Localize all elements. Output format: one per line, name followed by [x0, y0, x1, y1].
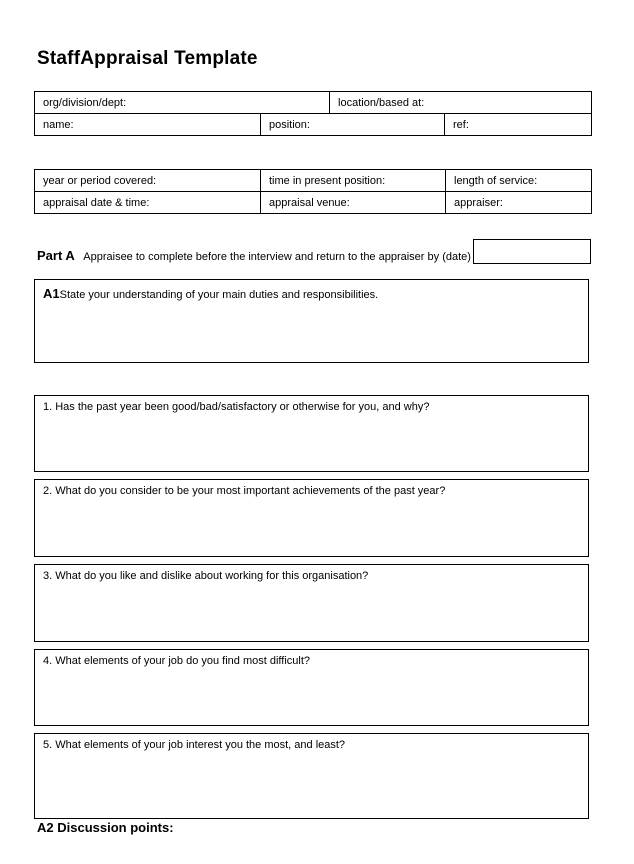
details-table-period	[34, 169, 592, 214]
question-2-text: 2. What do you consider to be your most important achievements of the past year?	[43, 485, 446, 497]
position-field[interactable]: position:	[261, 114, 445, 136]
time-in-position-field[interactable]: time in present position:	[261, 170, 446, 192]
part-a-heading	[37, 248, 471, 263]
return-date-field[interactable]	[473, 239, 591, 264]
part-a-instruction: Appraisee to complete before the interview and return to the appraiser by (date)	[83, 251, 471, 263]
question-1-box[interactable]	[34, 395, 589, 472]
name-field[interactable]: name:	[35, 114, 261, 136]
ref-field[interactable]: ref:	[445, 114, 592, 136]
venue-field[interactable]: appraisal venue:	[261, 192, 446, 214]
question-4-text: 4. What elements of your job do you find most difficult?	[43, 655, 310, 667]
question-5-box[interactable]	[34, 733, 589, 819]
a1-tag: A1	[43, 286, 60, 301]
question-2-box[interactable]	[34, 479, 589, 557]
location-field[interactable]: location/based at:	[330, 92, 592, 114]
question-3-box[interactable]	[34, 564, 589, 642]
length-of-service-field[interactable]: length of service:	[446, 170, 592, 192]
org-field[interactable]: org/division/dept:	[35, 92, 330, 114]
a2-heading: A2 Discussion points:	[37, 820, 174, 835]
question-1-text: 1. Has the past year been good/bad/satisfactory or otherwise for you, and why?	[43, 401, 430, 413]
details-table-org	[34, 91, 592, 136]
question-4-box[interactable]	[34, 649, 589, 726]
period-field[interactable]: year or period covered:	[35, 170, 261, 192]
question-3-text: 3. What do you like and dislike about working for this organisation?	[43, 570, 369, 582]
a1-answer-box[interactable]	[34, 279, 589, 363]
page-title: StaffAppraisal Template	[37, 48, 258, 69]
a1-prompt: State your understanding of your main duties and responsibilities.	[59, 289, 379, 301]
part-a-label: Part A	[37, 248, 75, 263]
appraisal-date-field[interactable]: appraisal date & time:	[35, 192, 261, 214]
appraiser-field[interactable]: appraiser:	[446, 192, 592, 214]
question-5-text: 5. What elements of your job interest you the most, and least?	[43, 739, 346, 751]
